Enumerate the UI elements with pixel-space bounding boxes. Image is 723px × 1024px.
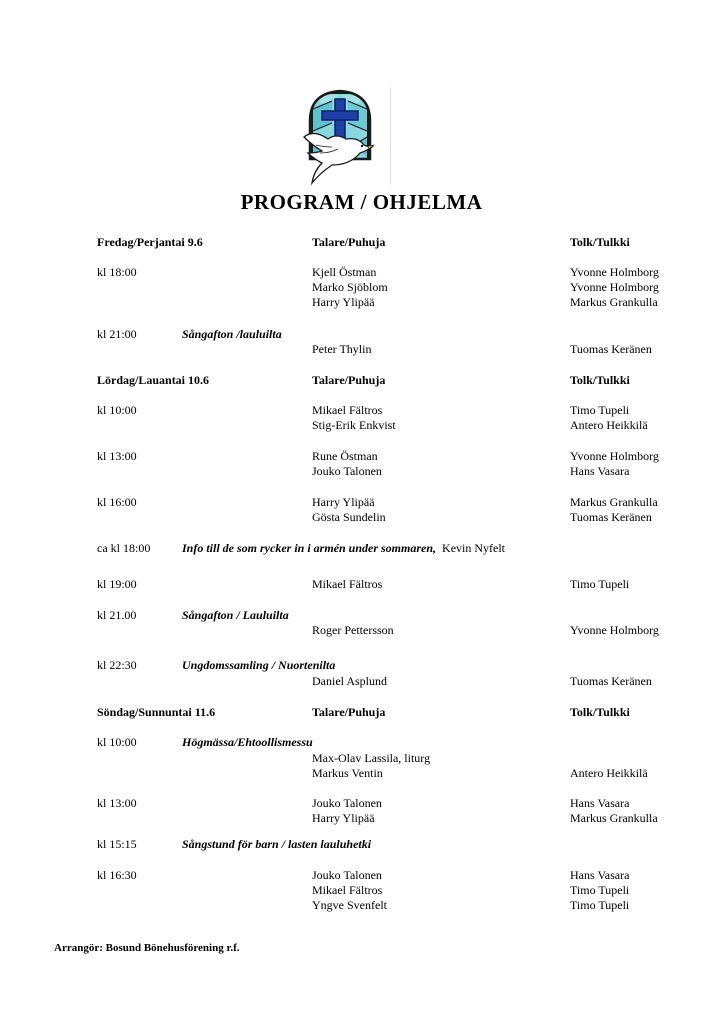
event-time: kl 18:00 (97, 265, 137, 279)
interpreter: Hans Vasara (570, 796, 630, 810)
speaker: Marko Sjöblom (312, 280, 388, 294)
interpreter: Antero Heikkilä (570, 418, 648, 432)
event-time: kl 21:00 (97, 327, 137, 341)
event-time: ca kl 18:00 (97, 541, 151, 555)
speaker: Harry Ylipää (312, 295, 375, 309)
interpreter: Hans Vasara (570, 464, 630, 478)
event-title: Ungdomssamling / Nuortenilta (182, 658, 336, 672)
interpreter: Yvonne Holmborg (570, 449, 659, 463)
speaker: Mikael Fältros (312, 403, 383, 417)
interpreter: Timo Tupeli (570, 403, 630, 417)
event-time: kl 16:00 (97, 495, 137, 509)
event-time: kl 21.00 (97, 608, 137, 622)
speaker: Yngve Svenfelt (312, 898, 387, 912)
day-heading: Fredag/Perjantai 9.6 (97, 235, 203, 249)
organizer-footer: Arrangör: Bosund Bönehusförening r.f. (54, 942, 240, 954)
interpreter: Hans Vasara (570, 868, 630, 882)
speaker-header: Talare/Puhuja (312, 373, 386, 387)
event-time: kl 19:00 (97, 577, 137, 591)
interpreter: Timo Tupeli (570, 577, 630, 591)
speaker: Stig-Erik Enkvist (312, 418, 396, 432)
interpreter: Markus Grankulla (570, 495, 658, 509)
page-title: PROGRAM / OHJELMA (240, 190, 483, 214)
event-title: Info till de som rycker in i armén under sommaren, (182, 541, 437, 555)
speaker: Markus Ventin (312, 766, 383, 780)
interpreter: Markus Grankulla (570, 295, 658, 309)
interpreter: Tuomas Keränen (570, 342, 652, 356)
interpreter: Tuomas Keränen (570, 674, 652, 688)
interpreter: Yvonne Holmborg (570, 623, 659, 637)
day-heading: Söndag/Sunnuntai 11.6 (97, 705, 216, 719)
event-title: Sångafton /lauluilta (182, 327, 282, 341)
event-title: Sångstund för barn / lasten lauluhetki (182, 837, 372, 851)
speaker: Harry Ylipää (312, 811, 375, 825)
event-time: kl 10:00 (97, 403, 137, 417)
speaker: Rune Östman (312, 449, 378, 463)
day-heading: Lördag/Lauantai 10.6 (97, 373, 210, 387)
interpreter: Tuomas Keränen (570, 510, 652, 524)
interpreter: Yvonne Holmborg (570, 280, 659, 294)
speaker: Mikael Fältros (312, 577, 383, 591)
interpreter-header: Tolk/Tulkki (570, 705, 630, 719)
interpreter: Timo Tupeli (570, 883, 630, 897)
event-time: kl 15:15 (97, 837, 137, 851)
speaker: Peter Thylin (312, 342, 372, 356)
speaker: Jouko Talonen (312, 868, 382, 882)
interpreter: Yvonne Holmborg (570, 265, 659, 279)
interpreter: Timo Tupeli (570, 898, 630, 912)
interpreter-header: Tolk/Tulkki (570, 235, 630, 249)
speaker: Max-Olav Lassila, liturg (312, 751, 431, 765)
divider-line (390, 87, 391, 185)
speaker: Harry Ylipää (312, 495, 375, 509)
speaker: Kjell Östman (312, 265, 377, 279)
event-time: kl 13:00 (97, 796, 137, 810)
speaker: Kevin Nyfelt (442, 541, 506, 555)
speaker-header: Talare/Puhuja (312, 235, 386, 249)
stained-glass-cross-dove-icon (302, 87, 378, 187)
event-time: kl 10:00 (97, 735, 137, 749)
event-time: kl 13:00 (97, 449, 137, 463)
speaker: Gösta Sundelin (312, 510, 386, 524)
speaker: Daniel Asplund (312, 674, 387, 688)
event-title-line (182, 541, 505, 556)
speaker: Jouko Talonen (312, 796, 382, 810)
interpreter: Markus Grankulla (570, 811, 658, 825)
speaker-header: Talare/Puhuja (312, 705, 386, 719)
event-time: kl 22:30 (97, 658, 137, 672)
speaker: Mikael Fältros (312, 883, 383, 897)
speaker: Roger Pettersson (312, 623, 394, 637)
event-time: kl 16:30 (97, 868, 137, 882)
event-title: Sångafton / Lauluilta (182, 608, 289, 622)
speaker: Jouko Talonen (312, 464, 382, 478)
interpreter: Antero Heikkilä (570, 766, 648, 780)
event-title: Högmässa/Ehtoollismessu (182, 735, 313, 749)
interpreter-header: Tolk/Tulkki (570, 373, 630, 387)
